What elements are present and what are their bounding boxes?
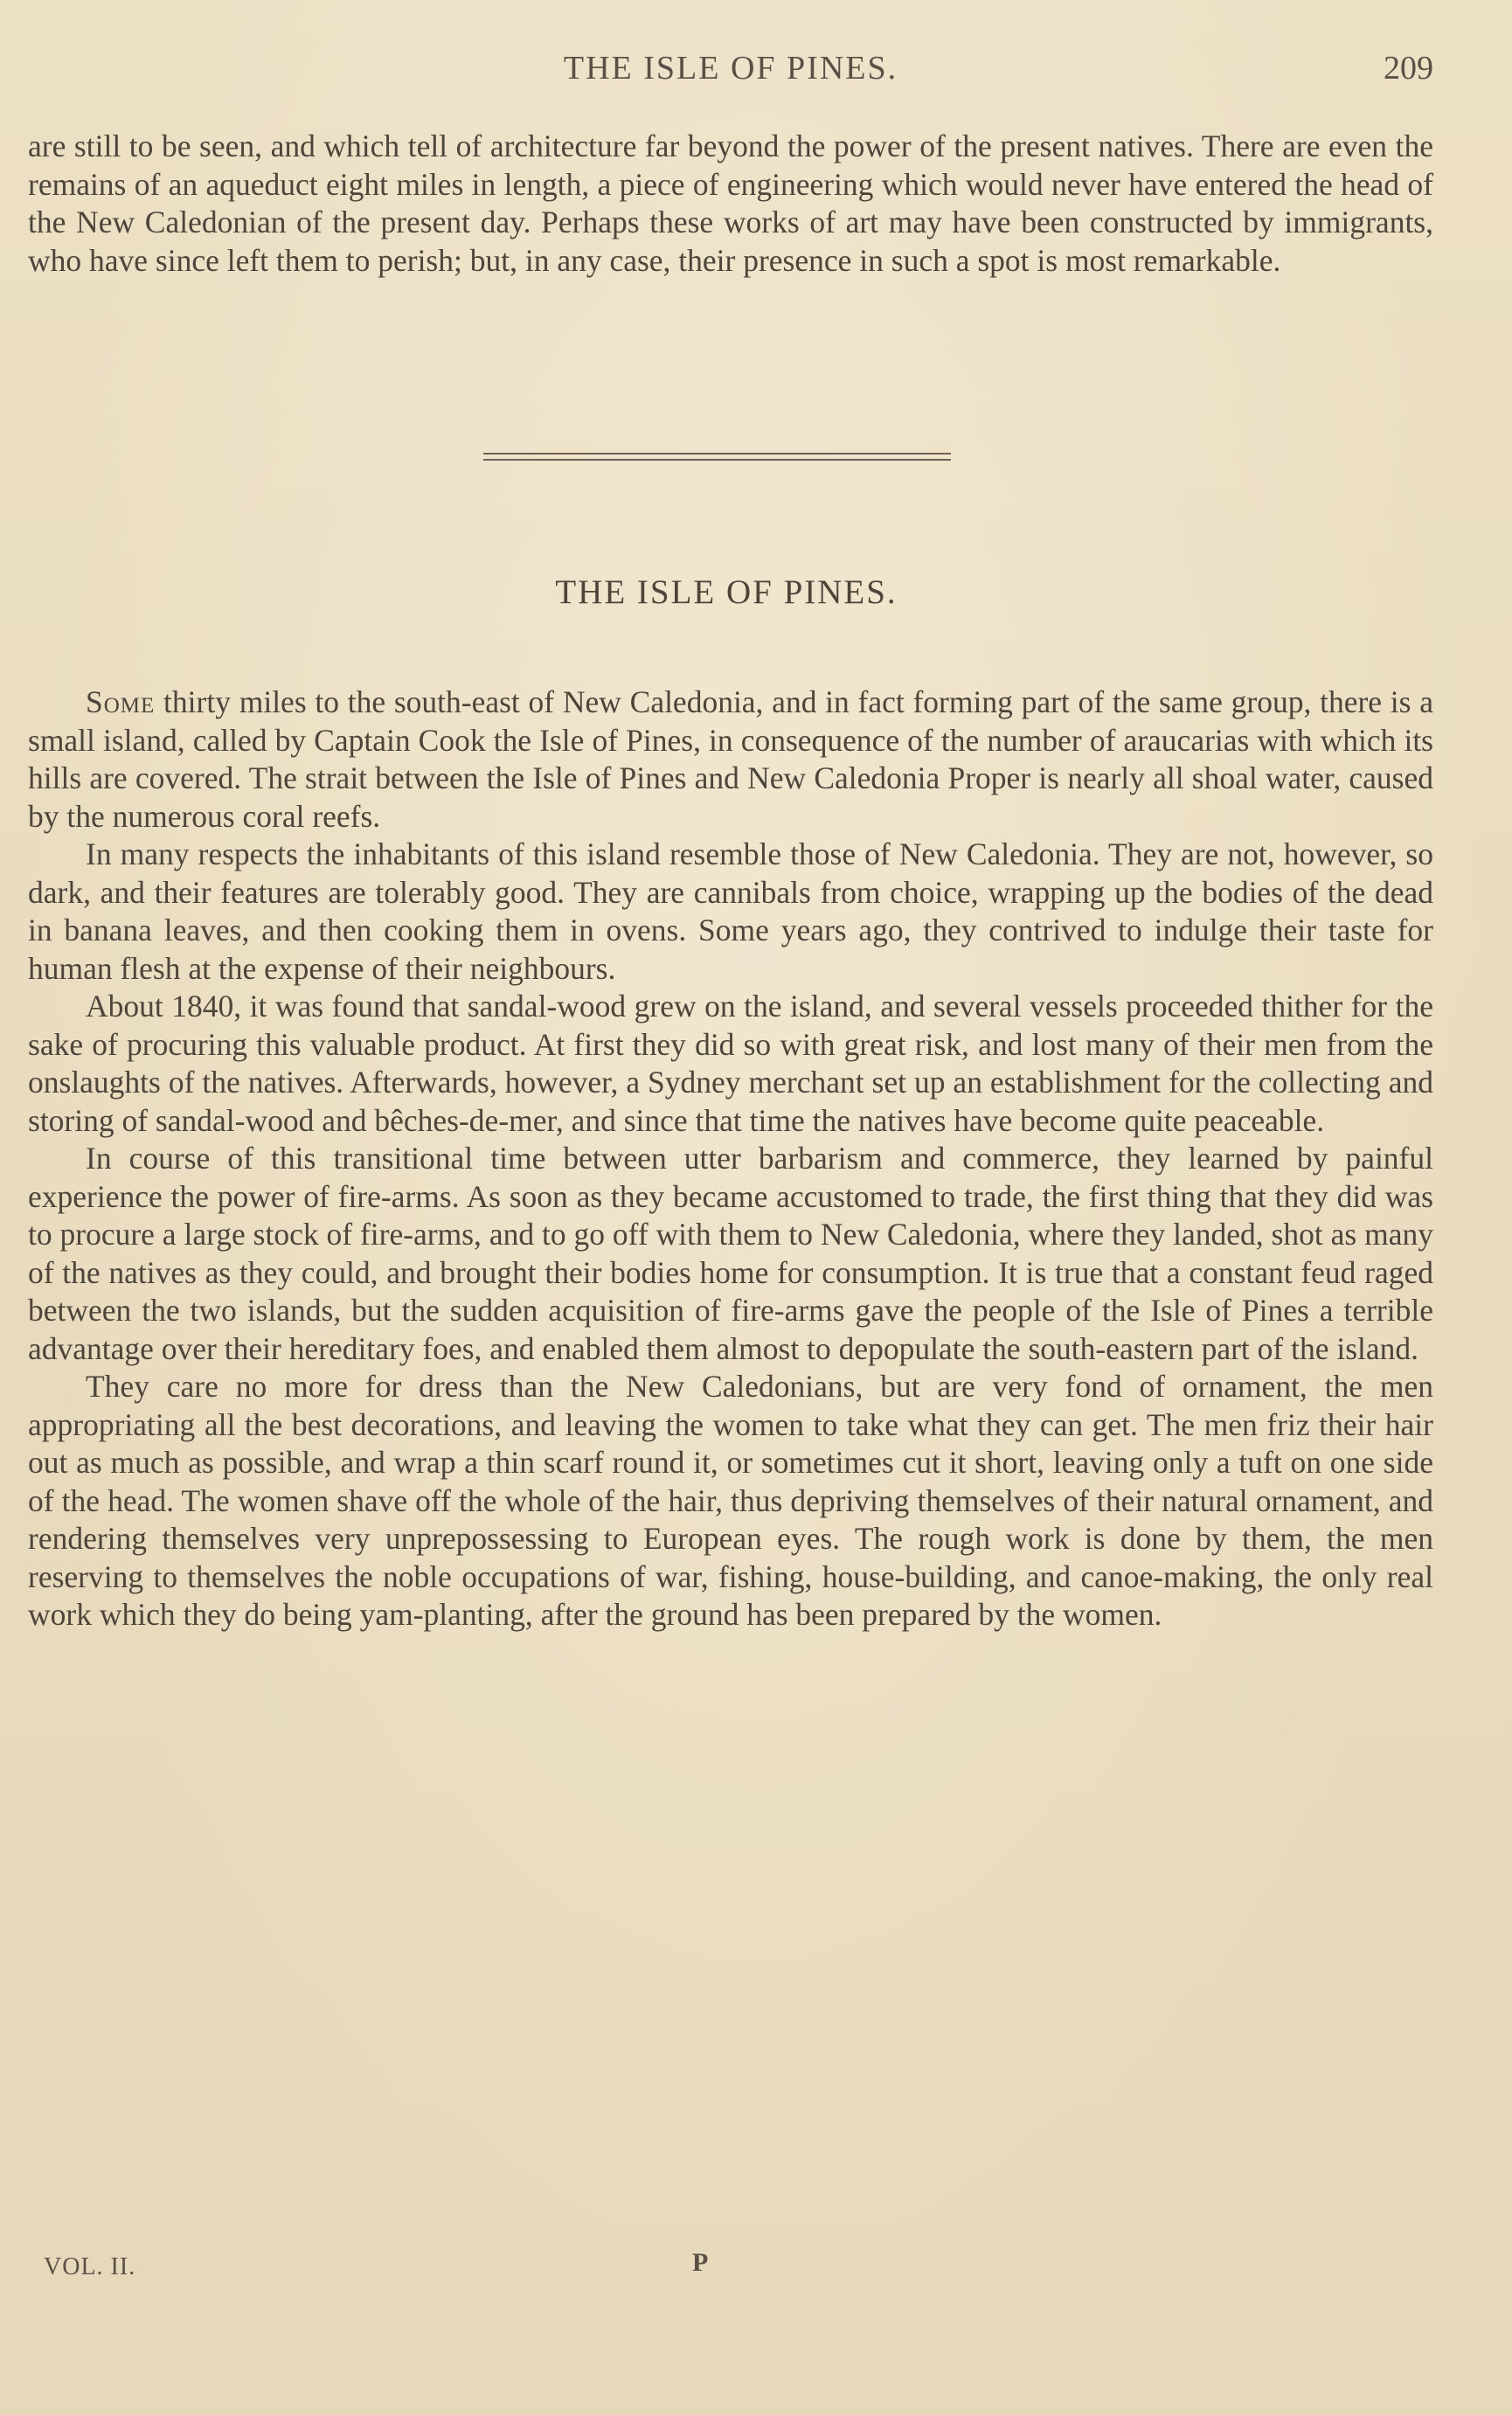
section-body xyxy=(28,684,1433,1634)
section-divider-rule xyxy=(483,453,951,461)
paragraph-1-text: thirty miles to the south-east of New Caledonia, and in fact forming part of the same group, there is a small island, called by Captain Cook the Isle of Pines, in consequence of the number of araucarias with which its hills are covered. The strait between the Isle of Pines and New Caledonia Proper is nearly all shoal water, caused by the numerous coral reefs. xyxy=(28,684,1433,834)
volume-label: VOL. II. xyxy=(44,2253,136,2280)
continued-paragraph: are still to be seen, and which tell of architecture far beyond the power of the present natives. There are even the remains of an aqueduct eight miles in length, a piece of engineering which would never have entered the head of the New Caledonian of the present day. Perhaps these works of art may have been constructed by immigrants, who have since left them to perish; but, in any case, their presence in such a spot is most remarkable. xyxy=(28,128,1433,278)
drop-first-word: Some xyxy=(86,684,156,719)
paragraph-2: In many respects the inhabitants of this island resemble those of New Caledonia. They are not, however, so dark, and their features are tolerably good. They are cannibals from choice, wrapping up the bodies of the dead in banana leaves, and then cooking them in ovens. Some years ago, they contrived to indulge their taste for human flesh at the expense of their neighbours. xyxy=(28,836,1433,986)
section-title: THE ISLE OF PINES. xyxy=(555,573,898,611)
continued-paragraph-block xyxy=(28,128,1433,280)
signature-mark: P xyxy=(692,2248,709,2277)
paragraph-4: In course of this transitional time between utter barbarism and commerce, they learned by painful experience the power of fire-arms. As soon as they became accustomed to trade, the first thing that they did was to procure a large stock of fire-arms, and to go off with them to New Caledonia, where they landed, shot as many of the natives as they could, and brought their bodies home for consumption. It is true that a constant feud raged between the two islands, but the sudden acquisition of fire-arms gave the people of the Isle of Pines a terrible advantage over their hereditary foes, and enabled them almost to depopulate the south-eastern part of the island. xyxy=(28,1141,1433,1366)
paragraph-3: About 1840, it was found that sandal-wood grew on the island, and several vessels proceeded thither for the sake of procuring this valuable product. At first they did so with great risk, and lost many of their men from the onslaughts of the natives. Afterwards, however, a Sydney merchant set up an establishment for the collecting and storing of sandal-wood and bêches-de-mer, and since that time the natives have become quite peaceable. xyxy=(28,989,1433,1138)
page-header xyxy=(28,49,1433,93)
paragraph-1 xyxy=(28,684,1433,836)
running-title: THE ISLE OF PINES. xyxy=(563,50,898,87)
paragraph-5: They care no more for dress than the New Caledonians, but are very fond of ornament, the men appropriating all the best decorations, and leaving the women to take what they can get. The men friz their hair out as much as possible, and wrap a thin scarf round it, or sometimes cut it short, leaving only a tuft on one side of the head. The women shave off the whole of the hair, thus depriving themselves of their natural ornament, and rendering themselves very unprepossessing to European eyes. The rough work is done by them, the men reserving to themselves the noble occupations of war, fishing, house-building, and canoe-making, the only real work which they do being yam-planting, after the ground has been prepared by the women. xyxy=(28,1369,1433,1632)
page-number: 209 xyxy=(1384,50,1433,87)
page-footer xyxy=(44,2248,1407,2287)
